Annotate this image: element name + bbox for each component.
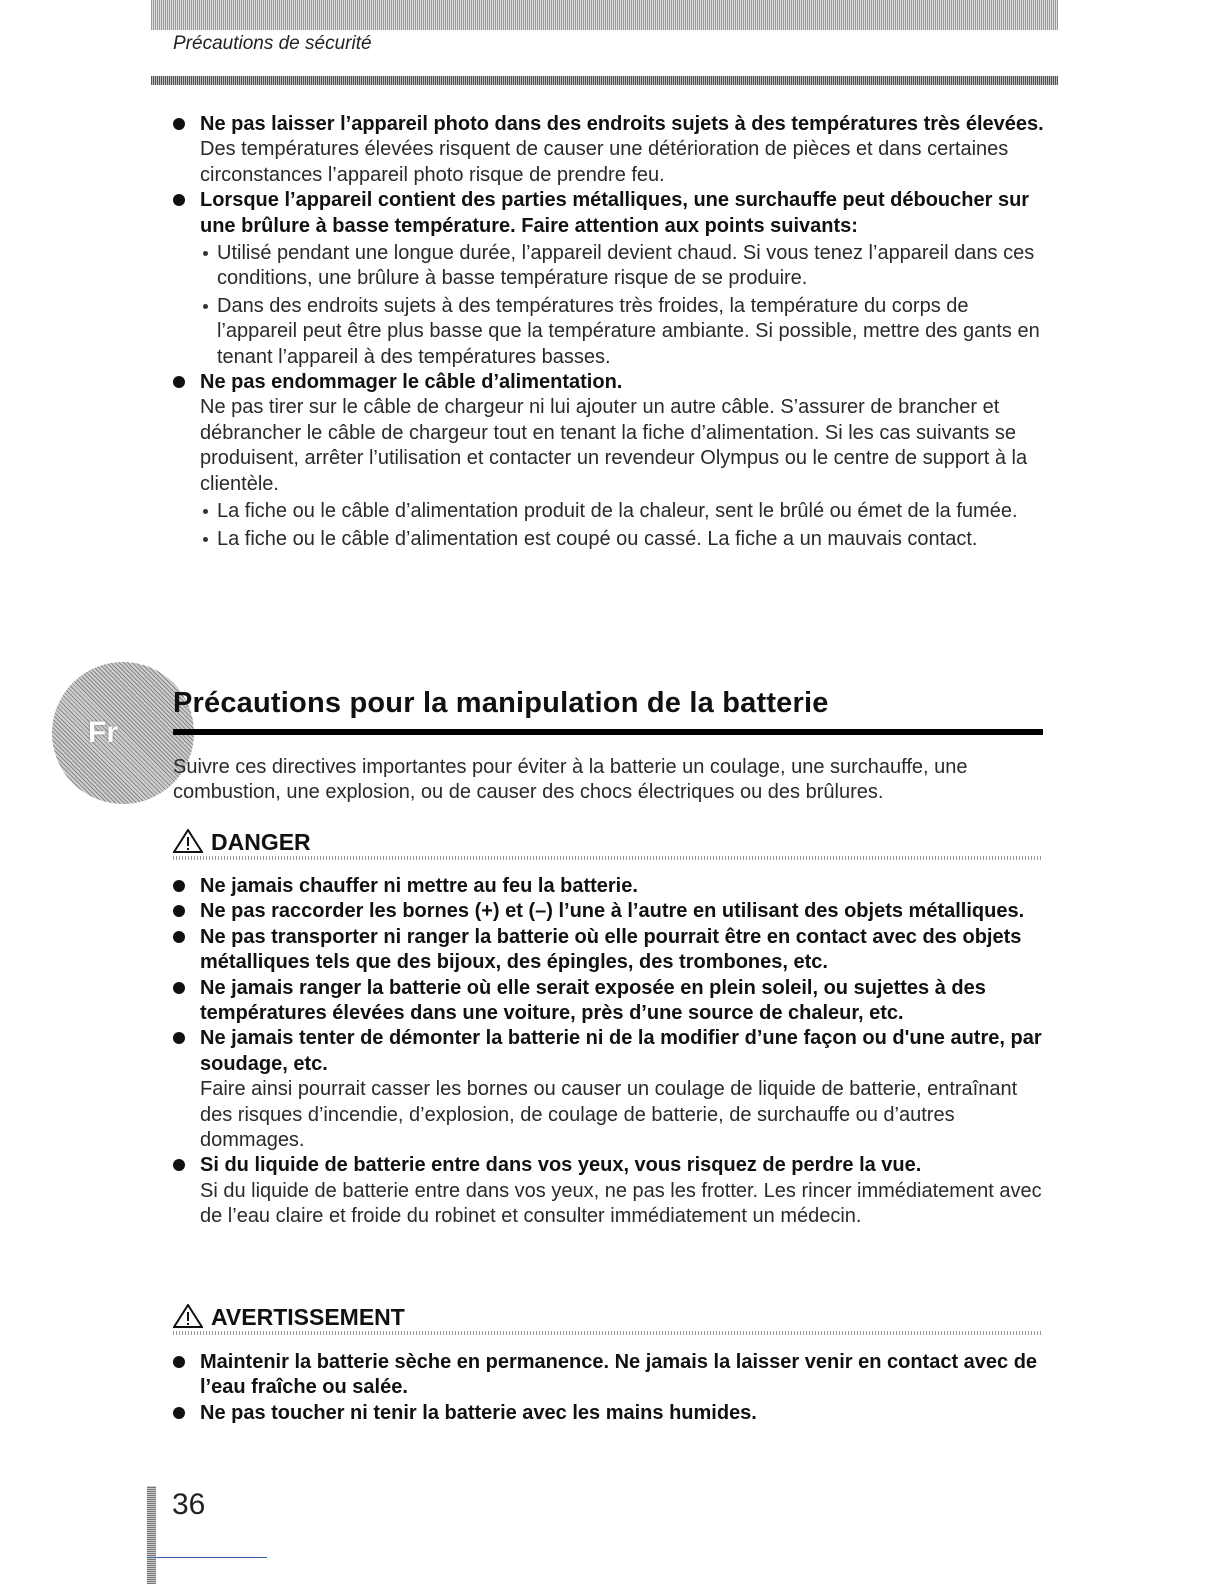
list-item [173,1026,1045,1153]
warning-items [173,1350,1045,1426]
sub-item-text: Utilisé pendant une longue durée, l’appareil devient chaud. Si vous tenez l’appareil dans ces conditions, une brûlure à basse température risque de se produire. [217,242,1035,290]
sub-item [173,499,1045,524]
item-heading: Si du liquide de batterie entre dans vos yeux, vous risquez de perdre la vue. [200,1154,922,1177]
item-heading: Maintenir la batterie sèche en permanence. Ne jamais la laisser venir en contact avec de l’eau fraîche ou salée. [200,1351,1038,1399]
header-bar [151,0,1058,30]
list-item [173,112,1045,188]
warning-rule [173,1331,1043,1335]
sub-item [173,241,1045,292]
warning-triangle-icon [173,1304,203,1328]
sub-bullet-icon [203,304,208,309]
sub-item-text: La fiche ou le câble d’alimentation produit de la chaleur, sent le brûlé ou émet de la fumée. [217,500,1018,523]
item-heading: Ne pas transporter ni ranger la batterie où elle pourrait être en contact avec des objets métalliques tels que des bijoux, des épingles, des trombones, etc. [200,925,1022,974]
item-heading: Ne jamais ranger la batterie où elle serait exposée en plein soleil, ou sujettes à des températures élevées dans une voiture, près d’une source de chaleur, etc. [200,976,986,1025]
sub-item-text: La fiche ou le câble d’alimentation est coupé ou cassé. La fiche a un mauvais contact. [217,527,978,550]
list-item [173,1153,1045,1229]
bullet-icon [173,194,185,206]
bullet-icon [173,905,185,917]
list-item [173,1401,1045,1426]
sub-item [173,294,1045,370]
item-body: Si du liquide de batterie entre dans vos yeux, ne pas les frotter. Les rincer immédiatement avec de l’eau claire et froide du robinet et consulter immédiatement un médecin. [200,1179,1042,1228]
item-heading: Ne pas endommager le câble d’alimentation. [200,371,623,394]
sub-bullet-icon [203,509,208,514]
sub-item [173,527,1045,552]
header-rule [151,76,1058,85]
danger-heading [173,829,311,856]
danger-rule [173,856,1043,860]
list-item [173,874,1045,899]
bullet-icon [173,1356,185,1368]
bullet-icon [173,931,185,943]
warning-heading [173,1304,405,1331]
item-heading: Ne jamais tenter de démonter la batterie ni de la modifier d’une façon ou d'une autre, par soudage, etc. [200,1027,1042,1075]
item-heading: Ne pas laisser l’appareil photo dans des endroits sujets à des températures très élevées. [200,113,1044,135]
warning-triangle-icon [173,829,203,853]
page-number: 36 [172,1488,206,1521]
item-heading: Ne pas toucher ni tenir la batterie avec les mains humides. [200,1401,757,1424]
item-heading: Lorsque l’appareil contient des parties métalliques, une surchauffe peut déboucher sur une brûlure à basse température. Faire attention aux points suivants: [200,189,1030,237]
list-item [173,370,1045,497]
list-item [173,976,1045,1027]
list-item [173,188,1045,239]
list-item [173,1350,1045,1401]
danger-label: DANGER [211,829,311,855]
item-body: Des températures élevées risquent de causer une détérioration de pièces et dans certaines circonstances l’appareil photo risque de prendre feu. [200,138,1009,186]
bullet-icon [173,982,185,994]
danger-items [173,874,1045,1230]
bullet-icon [173,1159,185,1171]
section-intro: Suivre ces directives importantes pour éviter à la batterie un coulage, une surchauffe, une combustion, une explosion, ou de causer des chocs électriques ou des brûlures. [173,756,968,804]
item-body: Faire ainsi pourrait casser les bornes ou causer un coulage de liquide de batterie, entraînant des risques d’incendie, d’explosion, de coulage de batterie, de surchauffe ou d’autres dommages. [200,1078,1018,1152]
bullet-icon [173,880,185,892]
list-item [173,925,1045,976]
language-tab-label: Fr [88,716,118,749]
running-header: Précautions de sécurité [173,33,372,54]
item-body: Ne pas tirer sur le câble de chargeur ni lui ajouter un autre câble. S’assurer de brancher et débrancher le câble de chargeur tout en tenant la fiche d’alimentation. Si les cas suivants se produisent, arrêter l’utilisation et contacter un revendeur Olympus ou le centre de support à la clientèle. [200,396,1028,495]
bullet-icon [173,1032,185,1044]
list-item [173,899,1045,924]
item-heading: Ne pas raccorder les bornes (+) et (–) l’une à l’autre en utilisant des objets métalliques. [200,900,1025,923]
bullet-icon [173,1407,185,1419]
page-number-bar [147,1486,156,1584]
top-items [173,112,1045,552]
section-title: Précautions pour la manipulation de la batterie [173,687,829,719]
sub-bullet-icon [203,537,208,542]
bullet-icon [173,118,185,130]
sub-item-text: Dans des endroits sujets à des températures très froides, la température du corps de l’appareil peut être plus basse que la température ambiante. Si possible, mettre des gants en tenant l’appareil à des températures basses. [217,294,1040,368]
warning-label: AVERTISSEMENT [211,1304,405,1330]
sub-bullet-icon [203,251,208,256]
bullet-icon [173,376,185,388]
footer-rule [147,1557,267,1558]
item-heading: Ne jamais chauffer ni mettre au feu la batterie. [200,875,638,897]
section-rule [173,729,1043,735]
